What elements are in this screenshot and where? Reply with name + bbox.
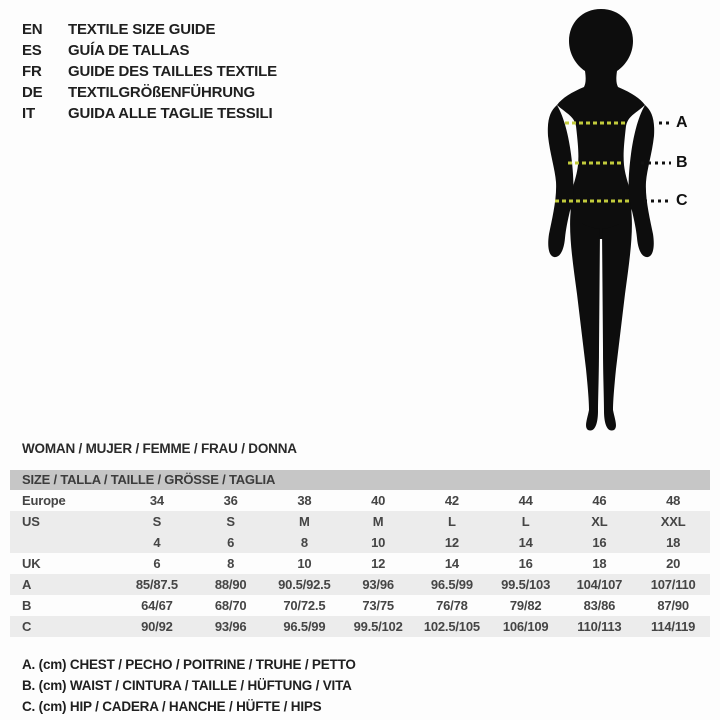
measure-label-b: B: [676, 154, 688, 171]
table-row-hip-c: [10, 616, 710, 637]
table-cell: 10: [371, 535, 386, 550]
table-cell: 18: [666, 535, 681, 550]
table-cell: XXL: [660, 514, 686, 529]
table-cell: 14: [518, 535, 533, 550]
legend-hip: C. (cm) HIP / CADERA / HANCHE / HÜFTE / HIPS: [22, 699, 322, 714]
woman-silhouette-icon: [525, 4, 695, 432]
table-row-uk: [10, 553, 710, 574]
table-cell: 12: [371, 556, 386, 571]
table-row-europe: [10, 490, 710, 511]
table-cell: 88/90: [214, 577, 247, 592]
table-cell: XL: [591, 514, 608, 529]
table-cell: 90.5/92.5: [278, 577, 331, 592]
measure-label-a: A: [676, 114, 688, 131]
table-cell: 93/96: [214, 619, 247, 634]
table-cell: 68/70: [214, 598, 247, 613]
table-cell: 93/96: [362, 577, 394, 592]
row-label: C: [22, 619, 32, 634]
language-row: [22, 19, 277, 40]
table-row-chest-a: [10, 574, 710, 595]
table-cell: 6: [153, 556, 161, 571]
table-cell: S: [226, 514, 235, 529]
table-cell: 99.5/102: [353, 619, 403, 634]
table-cell: 106/109: [502, 619, 549, 634]
guide-title: TEXTILGRÖßENFÜHRUNG: [68, 84, 256, 101]
woman-silhouette-figure: [525, 4, 695, 432]
measure-label-c: C: [676, 192, 688, 209]
language-code: FR: [22, 63, 42, 80]
table-row-waist-b: [10, 595, 710, 616]
table-cell: 4: [153, 535, 161, 550]
table-cell: 73/75: [362, 598, 394, 613]
table-cell: 114/119: [651, 619, 696, 634]
table-cell: 107/110: [650, 577, 696, 592]
language-code: IT: [22, 105, 35, 122]
table-cell: 96.5/99: [430, 577, 473, 592]
table-cell: 102.5/105: [423, 619, 480, 634]
language-row: [22, 103, 277, 124]
table-cell: 110/113: [577, 619, 622, 634]
language-row: [22, 40, 277, 61]
table-cell: 36: [223, 493, 238, 508]
table-cell: L: [448, 514, 456, 529]
row-label: Europe: [22, 493, 66, 508]
table-cell: 34: [149, 493, 164, 508]
guide-title: GUIDA ALLE TAGLIE TESSILI: [68, 105, 273, 122]
table-row-us-numeric: [10, 532, 710, 553]
table-cell: 6: [227, 535, 235, 550]
row-label: [10, 532, 120, 553]
table-cell: L: [521, 514, 530, 529]
language-row: [22, 61, 277, 82]
row-label: UK: [22, 556, 41, 571]
table-cell: 104/107: [576, 577, 623, 592]
table-cell: 90/92: [141, 619, 173, 634]
table-cell: 48: [666, 493, 681, 508]
table-cell: 87/90: [657, 598, 689, 613]
table-cell: 76/78: [436, 598, 468, 613]
measurement-legend: [22, 654, 356, 717]
table-cell: 16: [592, 535, 607, 550]
row-label: A: [22, 577, 32, 592]
table-cell: 18: [592, 556, 607, 571]
legend-waist: B. (cm) WAIST / CINTURA / TAILLE / HÜFTUNG / VITA: [22, 678, 352, 693]
language-list: [22, 19, 277, 124]
guide-title: GUÍA DE TALLAS: [68, 42, 190, 59]
table-cell: 10: [297, 556, 312, 571]
table-cell: 20: [666, 556, 681, 571]
table-cell: S: [152, 514, 162, 529]
guide-title: GUIDE DES TAILLES TEXTILE: [68, 63, 277, 80]
table-row-us: [10, 511, 710, 532]
table-cell: 38: [297, 493, 312, 508]
language-code: DE: [22, 84, 43, 101]
table-cell: 8: [227, 556, 235, 571]
guide-title: TEXTILE SIZE GUIDE: [68, 21, 216, 38]
table-cell: 42: [444, 493, 459, 508]
language-code: ES: [22, 42, 42, 59]
table-cell: 85/87.5: [135, 577, 178, 592]
table-cell: 46: [592, 493, 607, 508]
table-cell: 79/82: [509, 598, 542, 613]
row-label: B: [22, 598, 32, 613]
size-table: [10, 470, 710, 637]
table-cell: 12: [444, 535, 459, 550]
table-cell: 14: [444, 556, 459, 571]
table-cell: 64/67: [141, 598, 173, 613]
table-cell: 8: [300, 535, 308, 550]
table-cell: 96.5/99: [283, 619, 326, 634]
row-label: US: [22, 514, 40, 529]
section-title-woman: WOMAN / MUJER / FEMME / FRAU / DONNA: [22, 441, 297, 456]
table-cell: 70/72.5: [283, 598, 326, 613]
table-cell: 83/86: [583, 598, 616, 613]
table-cell: 44: [518, 493, 533, 508]
legend-chest: A. (cm) CHEST / PECHO / POITRINE / TRUHE / PETTO: [22, 657, 356, 672]
table-cell: 16: [518, 556, 533, 571]
table-cell: M: [299, 514, 310, 529]
table-cell: 40: [371, 493, 386, 508]
size-table-header: SIZE / TALLA / TAILLE / GRÖSSE / TAGLIA: [10, 470, 710, 490]
language-code: EN: [22, 21, 43, 38]
language-row: [22, 82, 277, 103]
table-cell: 99.5/103: [501, 577, 551, 592]
table-cell: M: [372, 514, 384, 529]
